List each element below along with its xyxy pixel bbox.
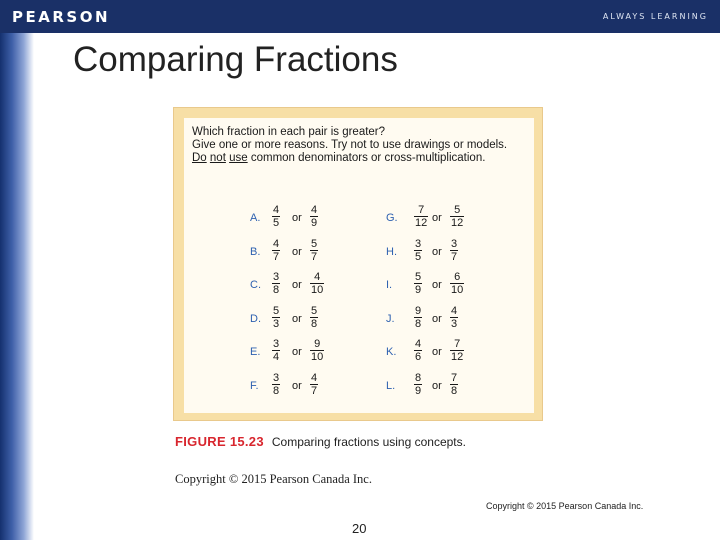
fraction-b — [310, 338, 324, 363]
or-word: or — [292, 212, 302, 224]
problem-label: G. — [386, 212, 398, 224]
or-word: or — [292, 279, 302, 291]
fraction-a-numerator: 5 — [415, 271, 422, 283]
fraction-b-denominator: 12 — [451, 351, 464, 363]
instruction-not: not — [209, 152, 226, 164]
instruction-use: use — [229, 152, 248, 164]
fraction-a-numerator: 4 — [415, 338, 422, 350]
fraction-a — [272, 372, 280, 397]
problem-label: F. — [250, 379, 259, 392]
fraction-a-numerator: 5 — [273, 304, 280, 317]
fraction-b-denominator: 10 — [311, 351, 324, 363]
fraction-b — [450, 305, 458, 330]
fraction-b-denominator: 10 — [311, 284, 324, 296]
fraction-b-numerator: 6 — [450, 271, 464, 284]
fraction-a-numerator: 9 — [415, 304, 422, 317]
problem-label: A. — [250, 212, 261, 224]
page-number: 20 — [352, 521, 367, 536]
instruction-line-3 — [192, 152, 532, 165]
footer-copyright: Copyright © 2015 Pearson Canada Inc. — [486, 501, 644, 511]
figure-caption-label: FIGURE 15.23 — [175, 434, 264, 449]
fraction-a-denominator: 5 — [273, 217, 280, 229]
figure-panel — [184, 118, 534, 413]
fraction-b — [450, 238, 458, 263]
fraction-b-denominator: 9 — [311, 217, 318, 229]
fraction-a — [414, 204, 428, 229]
fraction-a-numerator: 3 — [415, 237, 422, 250]
instruction-do: Do — [192, 152, 207, 164]
or-word: or — [292, 379, 302, 392]
problem-label: I. — [386, 279, 393, 291]
fraction-a-numerator: 3 — [273, 371, 280, 384]
problem-label: J. — [386, 312, 395, 325]
fraction-b-denominator: 7 — [451, 250, 458, 263]
fraction-b-denominator: 8 — [311, 317, 318, 330]
fraction-b-numerator: 4 — [310, 271, 324, 284]
fraction-a — [272, 305, 280, 330]
fraction-a-denominator: 9 — [415, 384, 422, 397]
fraction-b-denominator: 12 — [451, 217, 464, 229]
fraction-b — [310, 271, 324, 296]
figure-caption-text: Comparing fractions using concepts. — [271, 435, 466, 449]
or-word: or — [432, 279, 442, 291]
fraction-a-denominator: 12 — [415, 217, 428, 229]
fraction-a-numerator: 4 — [273, 237, 280, 250]
fraction-b — [310, 204, 318, 229]
instruction-line-2: Give one or more reasons. Try not to use drawings or models. — [192, 139, 508, 151]
problem-label: D. — [250, 312, 261, 325]
fraction-b-numerator: 4 — [311, 204, 318, 216]
sidebar-gradient — [0, 33, 34, 540]
fraction-a — [272, 238, 280, 263]
slide-title: Comparing Fractions — [73, 40, 398, 79]
fraction-a — [272, 338, 280, 363]
fraction-a — [414, 338, 422, 363]
fraction-a-denominator: 8 — [415, 317, 422, 330]
fraction-b-numerator: 7 — [451, 371, 458, 384]
or-word: or — [292, 245, 302, 258]
brand-tagline: ALWAYS LEARNING — [602, 12, 708, 21]
fraction-a-denominator: 9 — [415, 284, 422, 296]
fraction-a-numerator: 8 — [415, 371, 422, 384]
problem-label: C. — [250, 279, 261, 291]
header-bar — [0, 0, 720, 33]
problem-label: H. — [386, 245, 397, 258]
or-word: or — [292, 312, 302, 325]
or-word: or — [432, 212, 442, 224]
or-word: or — [432, 346, 442, 358]
problem-label: K. — [386, 346, 397, 358]
fraction-b — [310, 238, 318, 263]
figure-copyright: Copyright © 2015 Pearson Canada Inc. — [175, 472, 372, 486]
fraction-a-denominator: 3 — [273, 317, 280, 330]
figure-caption — [175, 434, 466, 449]
fraction-a-denominator: 7 — [273, 250, 280, 263]
fraction-a-denominator: 8 — [273, 284, 280, 296]
fraction-a-numerator: 3 — [273, 338, 280, 350]
fraction-b-numerator: 4 — [311, 371, 318, 384]
fraction-a — [272, 204, 280, 229]
fraction-b-numerator: 9 — [310, 338, 324, 351]
fraction-b-denominator: 7 — [311, 250, 318, 263]
fraction-b — [450, 372, 458, 397]
instruction-line-1: Which fraction in each pair is greater? — [192, 126, 386, 138]
fraction-a — [414, 238, 422, 263]
fraction-a-denominator: 6 — [415, 351, 422, 363]
fraction-b-denominator: 10 — [451, 284, 464, 296]
fraction-a — [414, 305, 422, 330]
fraction-b — [450, 271, 464, 296]
fraction-b-numerator: 4 — [451, 304, 458, 317]
problem-label: B. — [250, 245, 261, 258]
fraction-a — [414, 372, 422, 397]
fraction-b — [450, 338, 464, 363]
fraction-a-denominator: 4 — [273, 351, 280, 363]
fraction-a — [414, 271, 422, 296]
fraction-a-numerator: 7 — [414, 204, 428, 217]
fraction-b-denominator: 3 — [451, 317, 458, 330]
fraction-a-denominator: 8 — [273, 384, 280, 397]
fraction-b-numerator: 5 — [311, 237, 318, 250]
fraction-b — [310, 305, 318, 330]
fraction-a-denominator: 5 — [415, 250, 422, 263]
figure-instructions — [192, 126, 532, 165]
fraction-b — [450, 204, 464, 229]
figure-frame — [173, 107, 543, 421]
fraction-b-denominator: 7 — [311, 384, 318, 397]
or-word: or — [432, 245, 442, 258]
brand-logo: PEARSON — [12, 8, 111, 26]
fraction-a-numerator: 4 — [273, 204, 280, 216]
or-word: or — [292, 346, 302, 358]
instruction-rest: common denominators or cross-multiplication. — [247, 152, 486, 164]
problem-label: L. — [386, 379, 396, 392]
or-word: or — [432, 379, 442, 392]
fraction-b-numerator: 7 — [450, 338, 464, 351]
fraction-b — [310, 372, 318, 397]
problem-label: E. — [250, 346, 261, 358]
fraction-b-denominator: 8 — [451, 384, 458, 397]
or-word: or — [432, 312, 442, 325]
fraction-a — [272, 271, 280, 296]
fraction-a-numerator: 3 — [273, 271, 280, 283]
fraction-b-numerator: 3 — [451, 237, 458, 250]
fraction-b-numerator: 5 — [311, 304, 318, 317]
fraction-b-numerator: 5 — [450, 204, 464, 217]
